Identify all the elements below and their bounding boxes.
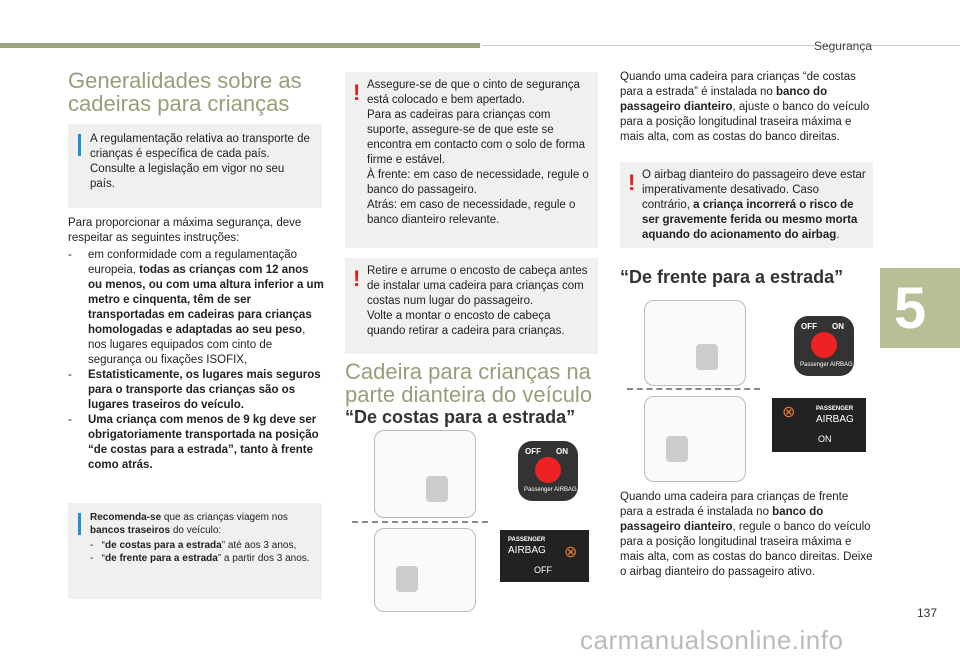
list-item-bold: todas as crianças com 12 anos ou menos, ou com uma altura inferior a um metro e cinquenta, têm de ser transportadas em cadeiras para crianças homologadas e adaptadas ao seu peso [88, 264, 324, 336]
list-item-text: em conformidade com a regulamentação europeia, [88, 249, 298, 276]
switch-off-label: OFF [525, 447, 541, 456]
paragraph-text: Quando uma cadeira para crianças de frente para a estrada é instalada no [620, 491, 849, 518]
warning-text-pre: O airbag dianteiro do passageiro deve estar imperativamente desativado. Caso contrário, [642, 169, 866, 211]
recommendation-text [90, 511, 318, 565]
airbag-indicator-panel-on [772, 398, 866, 452]
divider-dashed [352, 521, 488, 523]
rec-item: - “de costas para a estrada” até aos 3 anos, [90, 540, 297, 551]
switch-on-label: ON [556, 447, 568, 456]
car-illustration-top [374, 430, 476, 518]
rec-item: - “de frente para a estrada” a partir dos 3 anos. [90, 553, 310, 564]
header-rule [482, 45, 960, 46]
rec-text: que as crianças viagem nos [161, 512, 288, 523]
page-number: 137 [917, 606, 938, 620]
switch-knob [811, 332, 837, 358]
list-item: - em conformidade com a regulamentação europeia, todas as crianças com 12 anos ou menos, ou com uma altura inferior a um metro e cinquenta, têm de ser transportadas em cadeiras para crianças homologadas e adaptadas ao seu peso, nos lugares equipados com cinto de segurança ou fixações ISOFIX, [68, 249, 324, 366]
child-seat-forward-facing [666, 436, 688, 462]
section-heading-front: Cadeira para crianças na parte dianteira do veículo [345, 359, 593, 407]
warning-text-bold: a criança incorrerá o risco de ser gravemente ferida ou mesmo morta aquando do acionamento do airbag [642, 199, 858, 241]
warning-box-seatbelt [345, 72, 598, 248]
airbag-switch-off [518, 441, 578, 501]
rec-item-text: ” até aos 3 anos, [221, 540, 297, 551]
panel-line2: AIRBAG [508, 545, 546, 556]
warning-text: Assegure-se de que o cinto de segurança está colocado e bem apertado. Para as cadeiras para crianças com suporte, assegure-se de que este se encontra em contacto com o solo de forma firme e estável. À frente: em caso de necessidade, regule o banco do passageiro. Atrás: em caso de necessidade, regule o banco dianteiro relevante. [367, 79, 589, 226]
panel-line1: PASSENGER [816, 406, 854, 412]
watermark: carmanualsonline.info [580, 625, 844, 655]
switch-on-label: ON [832, 322, 844, 331]
car-illustration-bottom [644, 396, 746, 482]
rec-item-bold: de costas para a estrada [105, 540, 222, 551]
rec-item-text: ” a partir dos 3 anos. [217, 553, 310, 564]
subheading-forward-facing: “De frente para a estrada” [620, 267, 844, 287]
paragraph-text: , regule o banco do veículo para a posição longitudinal traseira máxima e mais alta, com as costas do banco direitas. Deixe o airbag dianteiro do passageiro ativo. [620, 521, 873, 578]
warning-text-post: . [836, 229, 840, 241]
info-icon [78, 134, 81, 156]
paragraph-text: , ajuste o banco do veículo para a posição longitudinal traseira máxima e mais alta, com as costas do banco direitas. [620, 101, 870, 143]
list-item-bold: Estatisticamente, os lugares mais seguros para o transporte das crianças são os lugares traseiros do veículo. [88, 369, 321, 411]
panel-line1: PASSENGER [508, 537, 546, 543]
airbag-indicator-panel-off [500, 530, 589, 582]
paragraph-rear-facing [620, 70, 874, 145]
info-icon [78, 513, 81, 535]
rec-text2: do veículo: [170, 525, 222, 536]
recommendation-box [68, 503, 322, 599]
list-item-bold: Uma criança com menos de 9 kg deve ser obrigatoriamente transportada na posição “de costas para a estrada”, tanto à frente como atrás. [88, 414, 319, 471]
switch-off-label: OFF [801, 322, 817, 331]
list-item: - Uma criança com menos de 9 kg deve ser obrigatoriamente transportada na posição “de costas para a estrada”, tanto à frente como atrás. [68, 413, 324, 473]
warning-icon: ! [628, 170, 636, 195]
car-illustration-top [644, 300, 746, 386]
car-illustration-bottom [374, 528, 476, 612]
paragraph-bold: banco do passageiro dianteiro [620, 506, 824, 533]
child-seat-rear-facing [396, 566, 418, 592]
list-item-text: , nos lugares equipados com cinto de segurança ou fixações ISOFIX, [88, 324, 306, 366]
warning-icon: ! [353, 80, 361, 105]
switch-label: Passenger AIRBAG [800, 362, 853, 368]
warning-box-headrest [345, 258, 598, 354]
section-heading-general: Generalidades sobre as cadeiras para crianças [68, 68, 302, 116]
airbag-switch-on [794, 316, 854, 376]
child-seat-forward-facing [696, 344, 718, 370]
subheading-rear-facing: “De costas para a estrada” [345, 407, 576, 427]
switch-label: Passenger AIRBAG [524, 487, 577, 493]
airbag-warning-icon: ⊗ [782, 404, 796, 421]
panel-line3: ON [818, 434, 832, 444]
panel-line2: AIRBAG [816, 414, 854, 425]
paragraph-text: Quando uma cadeira para crianças “de costas para a estrada” é instalada no [620, 71, 856, 98]
paragraph-forward-facing [620, 490, 874, 580]
warning-text: Retire e arrume o encosto de cabeça antes de instalar uma cadeira para crianças com costas num lugar do passageiro. Volte a montar o encosto de cabeça quando retirar a cadeira para crianças. [367, 265, 588, 337]
rec-bold2: bancos traseiros [90, 525, 171, 536]
panel-line3: OFF [534, 565, 552, 575]
divider-dashed [627, 388, 760, 390]
rec-bold: Recomenda-se [90, 512, 162, 523]
header-accent-bar [0, 43, 480, 48]
airbag-warning-icon: ⊗ [564, 544, 578, 561]
instruction-list [68, 248, 324, 473]
child-seat-rear-facing [426, 476, 448, 502]
list-item: - Estatisticamente, os lugares mais seguros para o transporte das crianças são os lugares traseiros do veículo. [68, 368, 324, 413]
switch-knob [535, 457, 561, 483]
section-title: Segurança [813, 39, 872, 53]
warning-icon: ! [353, 266, 361, 291]
info-box [68, 124, 322, 208]
info-text: A regulamentação relativa ao transporte de crianças é específica de cada país. Consulte a legislação em vigor no seu país. [90, 133, 310, 190]
rec-item-bold: de frente para a estrada [105, 553, 218, 564]
warning-box-airbag [620, 162, 873, 248]
chapter-number: 5 [894, 276, 927, 341]
warning-text [642, 168, 868, 243]
intro-text: Para proporcionar a máxima segurança, deve respeitar as seguintes instruções: [68, 217, 302, 244]
paragraph-bold: banco do passageiro dianteiro [620, 86, 828, 113]
